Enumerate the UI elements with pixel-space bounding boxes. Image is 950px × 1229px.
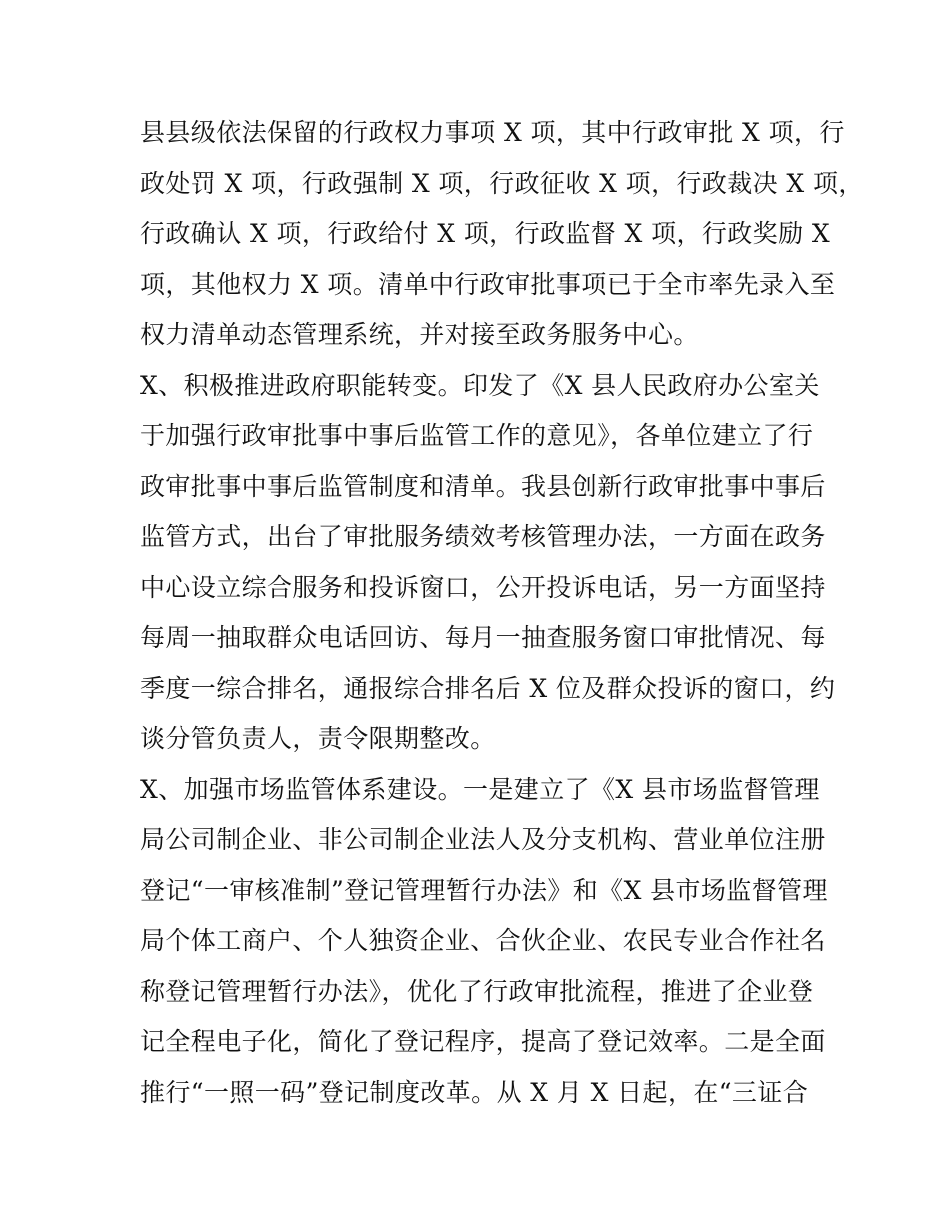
text-line: 行政确认 X 项，行政给付 X 项，行政监督 X 项，行政奖励 X xyxy=(140,219,831,248)
text-line: 权力清单动态管理系统，并对接至政务服务中心。 xyxy=(140,320,699,349)
text-line: 监管方式，出台了审批服务绩效考核管理办法，一方面在政务 xyxy=(140,522,826,551)
text-line: X、加强市场监管体系建设。一是建立了《X 县市场监督管理 xyxy=(140,774,820,804)
text-line: 季度一综合排名，通报综合排名后 X 位及群众投诉的窗口，约 xyxy=(140,673,836,703)
text-line: 谈分管负责人，责令限期整改。 xyxy=(140,724,496,753)
text-line: 于加强行政审批事中事后监管工作的意见》，各单位建立了行 xyxy=(140,421,814,450)
text-line: 称登记管理暂行办法》，优化了行政审批流程，推进了企业登 xyxy=(140,976,814,1006)
text-line: 政处罚 X 项，行政强制 X 项，行政征收 X 项，行政裁决 X 项， xyxy=(140,168,864,198)
paragraph-power-list xyxy=(140,108,864,361)
text-line: 记全程电子化，简化了登记程序，提高了登记效率。二是全面 xyxy=(140,1027,826,1056)
text-line: 推行“一照一码”登记制度改革。从 X 月 X 日起，在“三证合 xyxy=(140,1077,809,1107)
text-line: X、积极推进政府职能转变。印发了《X 县人民政府办公室关 xyxy=(140,370,820,400)
text-line: 县县级依法保留的行政权力事项 X 项，其中行政审批 X 项，行 xyxy=(140,118,845,147)
text-line: 政审批事中事后监管制度和清单。我县创新行政审批事中事后 xyxy=(140,471,826,501)
text-line: 局公司制企业、非公司制企业法人及分支机构、营业单位注册 xyxy=(140,825,826,854)
text-line: 每周一抽取群众电话回访、每月一抽查服务窗口审批情况、每 xyxy=(140,623,826,652)
paragraph-function-transformation xyxy=(140,361,836,765)
paragraph-market-supervision xyxy=(140,765,828,1119)
document-body xyxy=(140,108,864,1118)
text-line: 项，其他权力 X 项。清单中行政审批事项已于全市率先录入至 xyxy=(140,269,836,299)
text-line: 登记“一审核准制”登记管理暂行办法》和《X 县市场监督管理 xyxy=(140,875,828,905)
text-line: 中心设立综合服务和投诉窗口，公开投诉电话，另一方面坚持 xyxy=(140,572,826,602)
text-line: 局个体工商户、个人独资企业、合伙企业、农民专业合作社名 xyxy=(140,926,826,955)
